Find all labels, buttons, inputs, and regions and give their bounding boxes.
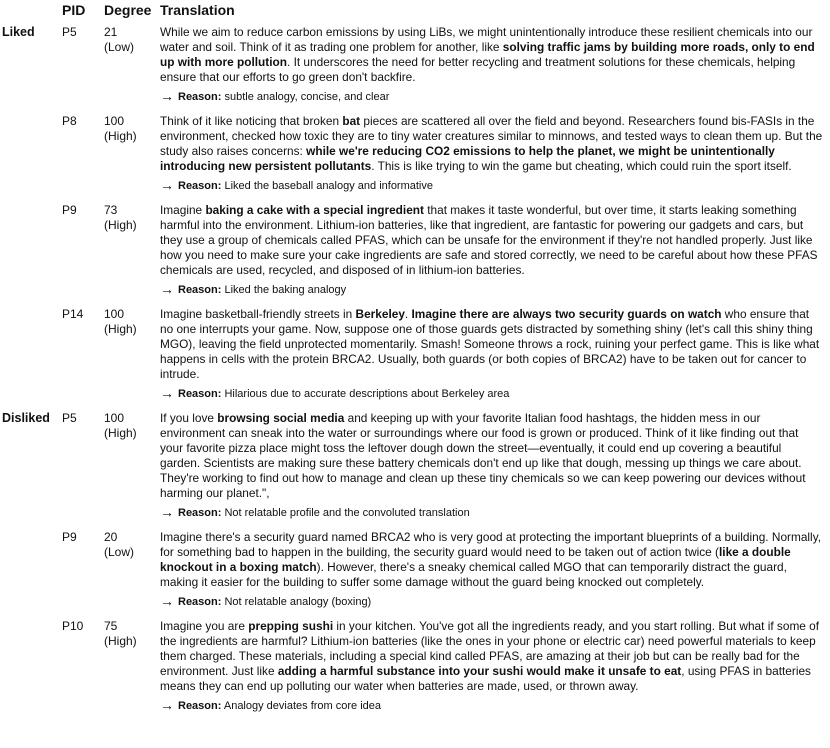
translation-segment: . This is like trying to win the game but cheating, which could ruin the sport itself.	[371, 159, 792, 173]
translation-segment: . It underscores the need for better recycling and treatment solutions for these chemicals, helping ensure that our efforts to go green don't backfire.	[160, 55, 796, 84]
translation-segment: Imagine you are	[160, 619, 249, 633]
participant-id: P8	[62, 114, 77, 128]
degree-value: 100	[104, 114, 125, 128]
reason-line	[160, 505, 830, 520]
highlighted-phrase: while we're reducing CO2 emissions to help the planet, we might be unintentionally introducing new persistent pollutants	[160, 144, 775, 173]
degree-level: (High)	[104, 426, 137, 440]
reason-label: Reason:	[178, 388, 222, 400]
reason-text: Liked the baseball analogy and informative	[224, 180, 433, 192]
translation-segment: ). However, there's a sneaky chemical called MGO that can temporarily distract the guard, making it easier for the building to suffer some damage without the guard being knocked out completely.	[160, 560, 787, 589]
translation-segment: Imagine basketball-friendly streets in	[160, 307, 356, 321]
arrow-right-icon: →	[160, 281, 174, 297]
arrow-right-icon: →	[160, 88, 174, 104]
table-row	[0, 203, 830, 297]
highlighted-phrase: Imagine there are always two security guards on watch	[411, 307, 722, 321]
category-label: Disliked	[2, 411, 50, 425]
reason-text: subtle analogy, concise, and clear	[224, 91, 390, 103]
degree-level: (High)	[104, 129, 137, 143]
highlighted-phrase: prepping sushi	[248, 619, 334, 633]
translation-segment: Imagine there's a security guard named BRCA2 who is very good at protecting the important blueprints of a building. Normally, for something bad to happen in the building, the security guard would need to be taken out of action twice (	[160, 530, 822, 559]
arrow-right-icon: →	[160, 504, 174, 520]
degree-level: (Low)	[104, 545, 135, 559]
translation-segment: that makes it taste wonderful, but over time, it starts leaking something harmful into the environment. Lithium-ion batteries, like that ingredient, are fantastic for powering our gadgets and cars, but they use a group of chemicals called PFAS, which can be unsafe for the environment if they're not handled properly. Just like how you need to make sure your cake ingredients are safe and stored correctly, we need to be careful about how these PFAS chemicals are used, recycled, and disposed of in lithium-ion batteries.	[160, 203, 818, 277]
reason-text: Analogy deviates from core idea	[223, 700, 382, 712]
reason-label: Reason:	[178, 700, 222, 712]
translation-segment: , using PFAS in batteries means they can end up polluting our water when batteries are made, used, or thrown away.	[160, 664, 811, 693]
reason-line	[160, 698, 830, 713]
participant-id: P5	[62, 411, 77, 425]
degree-level: (High)	[104, 218, 137, 232]
reason-line	[160, 282, 830, 297]
reason-label: Reason:	[178, 596, 222, 608]
degree-cell	[104, 619, 156, 649]
table-row	[0, 530, 830, 609]
translation-segment: Imagine	[160, 203, 206, 217]
degree-cell	[104, 307, 156, 337]
degree-value: 20	[104, 530, 118, 544]
degree-value: 73	[104, 203, 118, 217]
degree-cell	[104, 411, 156, 441]
table-row	[0, 114, 830, 193]
reason-label: Reason:	[178, 91, 222, 103]
degree-level: (Low)	[104, 40, 135, 54]
reason-text: Not relatable profile and the convoluted translation	[224, 507, 470, 519]
arrow-right-icon: →	[160, 697, 174, 713]
reason-text: Not relatable analogy (boxing)	[224, 596, 372, 608]
degree-cell	[104, 114, 156, 144]
reason-label: Reason:	[178, 180, 222, 192]
category-label: Liked	[2, 25, 35, 39]
translation-segment: If you love	[160, 411, 218, 425]
translation-segment: in your kitchen. You've got all the ingredients ready, and you start rolling. But what if some of the ingredients are harmful? Lithium-ion batteries (like the ones in your phone or electric car) need powerful materials to keep them charged. These materials, including a special kind called PFAS, are amazing at their job but can be really bad for the environment. Just like	[160, 619, 820, 678]
translation-segment: .	[404, 307, 412, 321]
arrow-right-icon: →	[160, 593, 174, 609]
highlighted-phrase: like a double knockout in a boxing match	[160, 545, 791, 574]
translation-segment: While we aim to reduce carbon emissions by using LiBs, we might unintentionally introduce these resilient chemicals into our water and soil. Think of it as trading one problem for another, like	[160, 25, 813, 54]
participant-id: P9	[62, 530, 77, 544]
participant-id: P5	[62, 25, 77, 39]
translation-text	[160, 307, 824, 382]
reason-text: Liked the baking analogy	[224, 284, 347, 296]
highlighted-phrase: bat	[342, 114, 361, 128]
degree-value: 75	[104, 619, 118, 633]
participant-id: P10	[62, 619, 84, 633]
header-pid: PID	[62, 2, 86, 18]
translation-segment: pieces are scattered all over the field and beyond. Researchers found bis-FASIs in the environment, checked how toxic they are to tiny water creatures similar to minnows, and tested ways to clean them up. But the study also raises concerns:	[160, 114, 823, 158]
reason-line	[160, 594, 830, 609]
highlighted-phrase: solving traffic jams by building more roads, only to end up with more pollution	[160, 40, 815, 69]
translation-text	[160, 619, 824, 694]
translation-text	[160, 114, 824, 174]
degree-value: 100	[104, 411, 125, 425]
reason-label: Reason:	[178, 284, 222, 296]
translation-text	[160, 203, 824, 278]
table-row	[0, 25, 830, 104]
reason-line	[160, 386, 830, 401]
table-row	[0, 619, 830, 713]
arrow-right-icon: →	[160, 385, 174, 401]
translation-segment: Think of it like noticing that broken	[160, 114, 343, 128]
translation-segment: who ensure that no one interrupts your game. Now, suppose one of those guards gets distracted by something shiny (let's call this shiny thing MGO), leaving the field unprotected momentarily. Smash! Someone throws a rock, ruining your perfect game. This is like what happens in cells with the protein BRCA2. Usually, both guards (or both copies of BRCA2) have to be taken out for cancer to intrude.	[160, 307, 820, 381]
highlighted-phrase: browsing social media	[217, 411, 345, 425]
table-header	[0, 1, 830, 25]
translation-segment: and keeping up with your favorite Italian food hashtags, the hidden mess in our environment can sneak into the water or surroundings where our food is grown or produced. Think of it like finding out that your favorite pizza place might toss the leftover dough down the street—eventually, it could end up covering a beautiful garden. Scientists are making sure these battery chemicals don't end up like that dough, messing up things we care about. They're working to find out how to manage and clean up these tiny chemicals so we can keep powering our devices without harming our planet.",	[160, 411, 806, 500]
reason-line	[160, 178, 830, 193]
translation-text	[160, 25, 824, 85]
degree-level: (High)	[104, 634, 137, 648]
highlighted-phrase: baking a cake with a special ingredient	[205, 203, 424, 217]
table-body	[0, 25, 830, 713]
degree-value: 100	[104, 307, 125, 321]
degree-level: (High)	[104, 322, 137, 336]
translation-text	[160, 411, 824, 501]
degree-value: 21	[104, 25, 118, 39]
header-translation: Translation	[160, 2, 235, 18]
highlighted-phrase: Berkeley	[355, 307, 405, 321]
participant-id: P9	[62, 203, 77, 217]
header-degree: Degree	[104, 2, 152, 18]
highlighted-phrase: adding a harmful substance into your sushi would make it unsafe to eat	[277, 664, 682, 678]
participant-id: P14	[62, 307, 84, 321]
degree-cell	[104, 203, 156, 233]
reason-line	[160, 89, 830, 104]
arrow-right-icon: →	[160, 177, 174, 193]
reason-label: Reason:	[178, 507, 222, 519]
reason-text: Hilarious due to accurate descriptions about Berkeley area	[224, 388, 510, 400]
degree-cell	[104, 25, 156, 55]
table-row	[0, 411, 830, 520]
degree-cell	[104, 530, 156, 560]
table-row	[0, 307, 830, 401]
translation-text	[160, 530, 824, 590]
